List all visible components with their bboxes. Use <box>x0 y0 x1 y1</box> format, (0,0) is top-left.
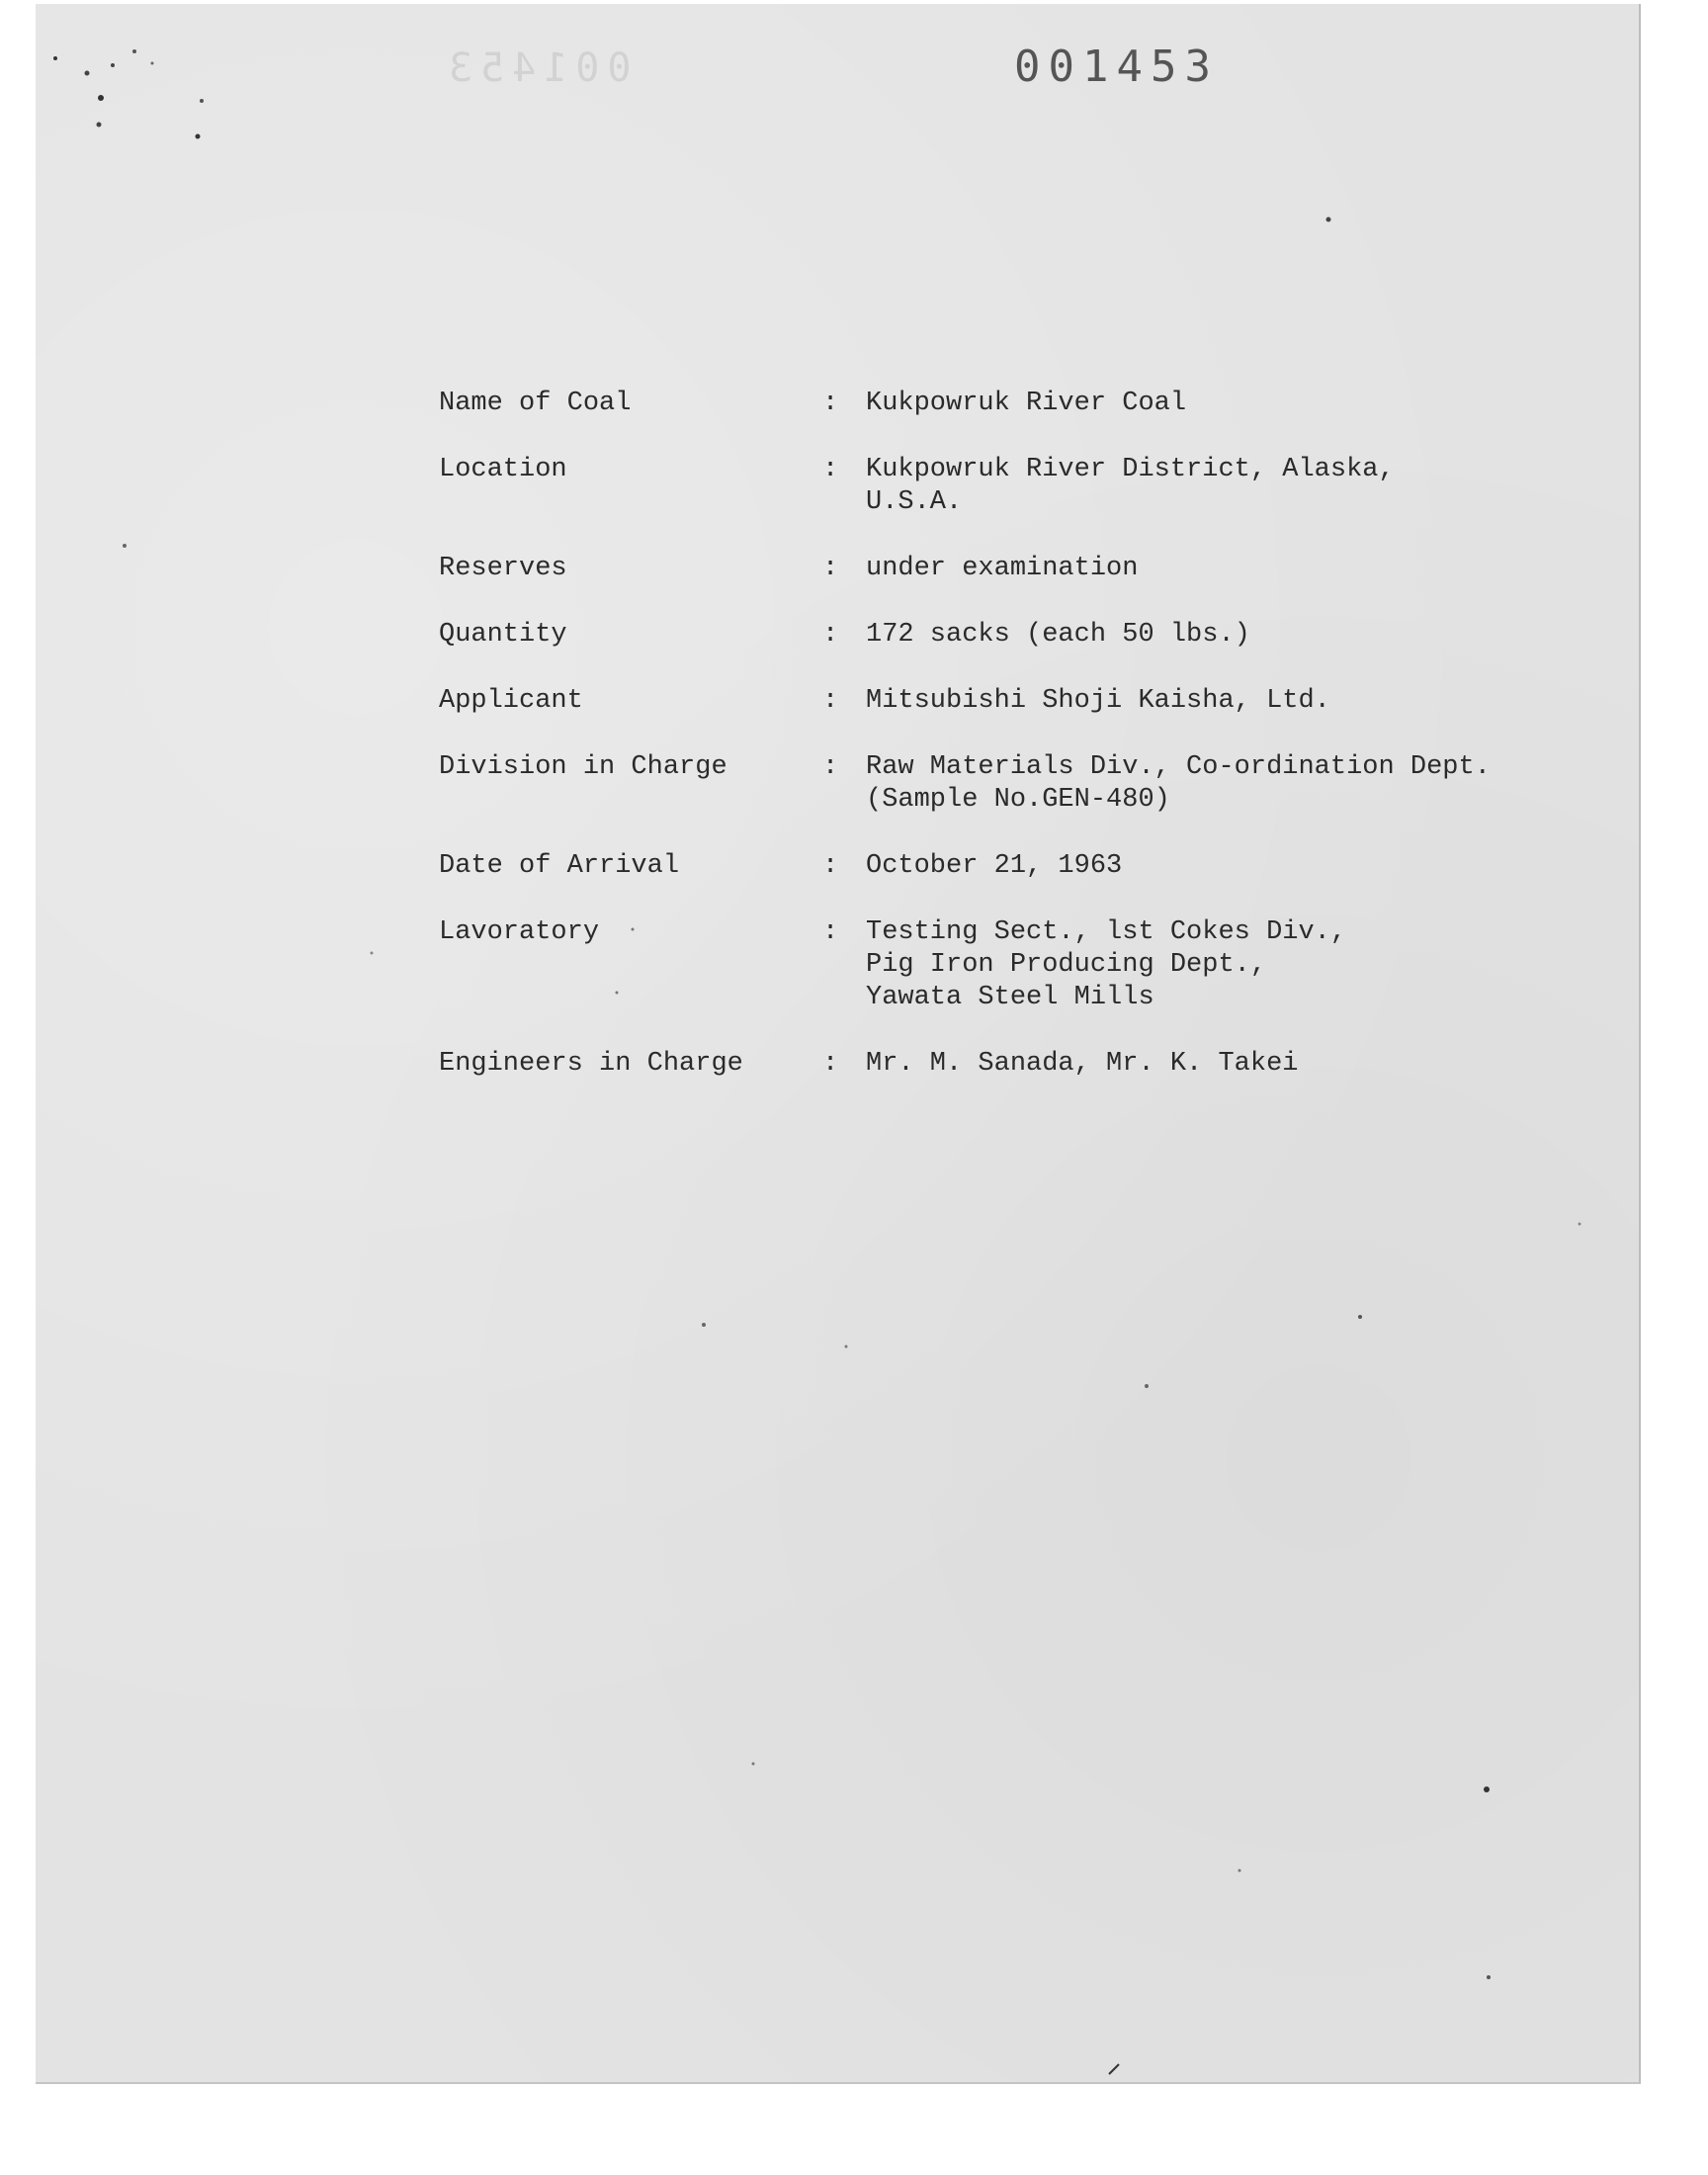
field-label: Name of Coal <box>439 389 632 418</box>
field-label: Lavoratory <box>439 917 600 947</box>
field-value <box>866 619 1605 652</box>
field-value <box>866 916 1605 1014</box>
field-label: Division in Charge <box>439 752 727 782</box>
field-value-line: Raw Materials Div., Co-ordination Dept. <box>866 752 1491 782</box>
field-value <box>866 751 1605 817</box>
field-location <box>439 454 1605 519</box>
field-applicant <box>439 685 1605 718</box>
field-value-line: U.S.A. <box>866 487 963 517</box>
field-value-line: (Sample No.GEN-480) <box>866 785 1170 815</box>
field-label: Quantity <box>439 620 567 650</box>
field-label: Engineers in Charge <box>439 1049 743 1079</box>
field-value <box>866 850 1605 883</box>
field-value-line: Kukpowruk River Coal <box>866 389 1187 418</box>
document-page <box>36 4 1641 2084</box>
field-value-line: Kukpowruk River District, Alaska, <box>866 455 1395 484</box>
field-value <box>866 388 1605 420</box>
field-separator: : <box>822 752 839 782</box>
field-value-line: Mr. M. Sanada, Mr. K. Takei <box>866 1049 1299 1079</box>
field-value <box>866 454 1605 519</box>
field-value-line: Mitsubishi Shoji Kaisha, Ltd. <box>866 686 1330 716</box>
field-label: Date of Arrival <box>439 851 680 881</box>
field-separator: : <box>822 851 839 881</box>
field-value-line: October 21, 1963 <box>866 851 1123 881</box>
field-separator: : <box>822 1049 839 1079</box>
field-quantity <box>439 619 1605 652</box>
field-value <box>866 553 1605 585</box>
field-laboratory <box>439 916 1605 1014</box>
field-separator: : <box>822 686 839 716</box>
field-value-line: Pig Iron Producing Dept., <box>866 950 1267 980</box>
field-value <box>866 685 1605 718</box>
bleed-through-number: 001453 <box>441 45 632 91</box>
field-value-line: Yawata Steel Mills <box>866 983 1154 1012</box>
field-value-line: under examination <box>866 554 1139 583</box>
field-separator: : <box>822 554 839 583</box>
field-name-of-coal <box>439 388 1605 420</box>
field-label: Applicant <box>439 686 583 716</box>
field-division-in-charge <box>439 751 1605 817</box>
field-label: Reserves <box>439 554 567 583</box>
coal-sample-fields <box>439 388 1605 1081</box>
field-separator: : <box>822 389 839 418</box>
field-separator: : <box>822 917 839 947</box>
field-date-of-arrival <box>439 850 1605 883</box>
field-engineers-in-charge <box>439 1048 1605 1081</box>
field-label: Location <box>439 455 567 484</box>
field-separator: : <box>822 620 839 650</box>
document-number: 001453 <box>1014 42 1219 92</box>
field-reserves <box>439 553 1605 585</box>
field-value-line: 172 sacks (each 50 lbs.) <box>866 620 1250 650</box>
field-value <box>866 1048 1605 1081</box>
field-separator: : <box>822 455 839 484</box>
field-value-line: Testing Sect., lst Cokes Div., <box>866 917 1347 947</box>
